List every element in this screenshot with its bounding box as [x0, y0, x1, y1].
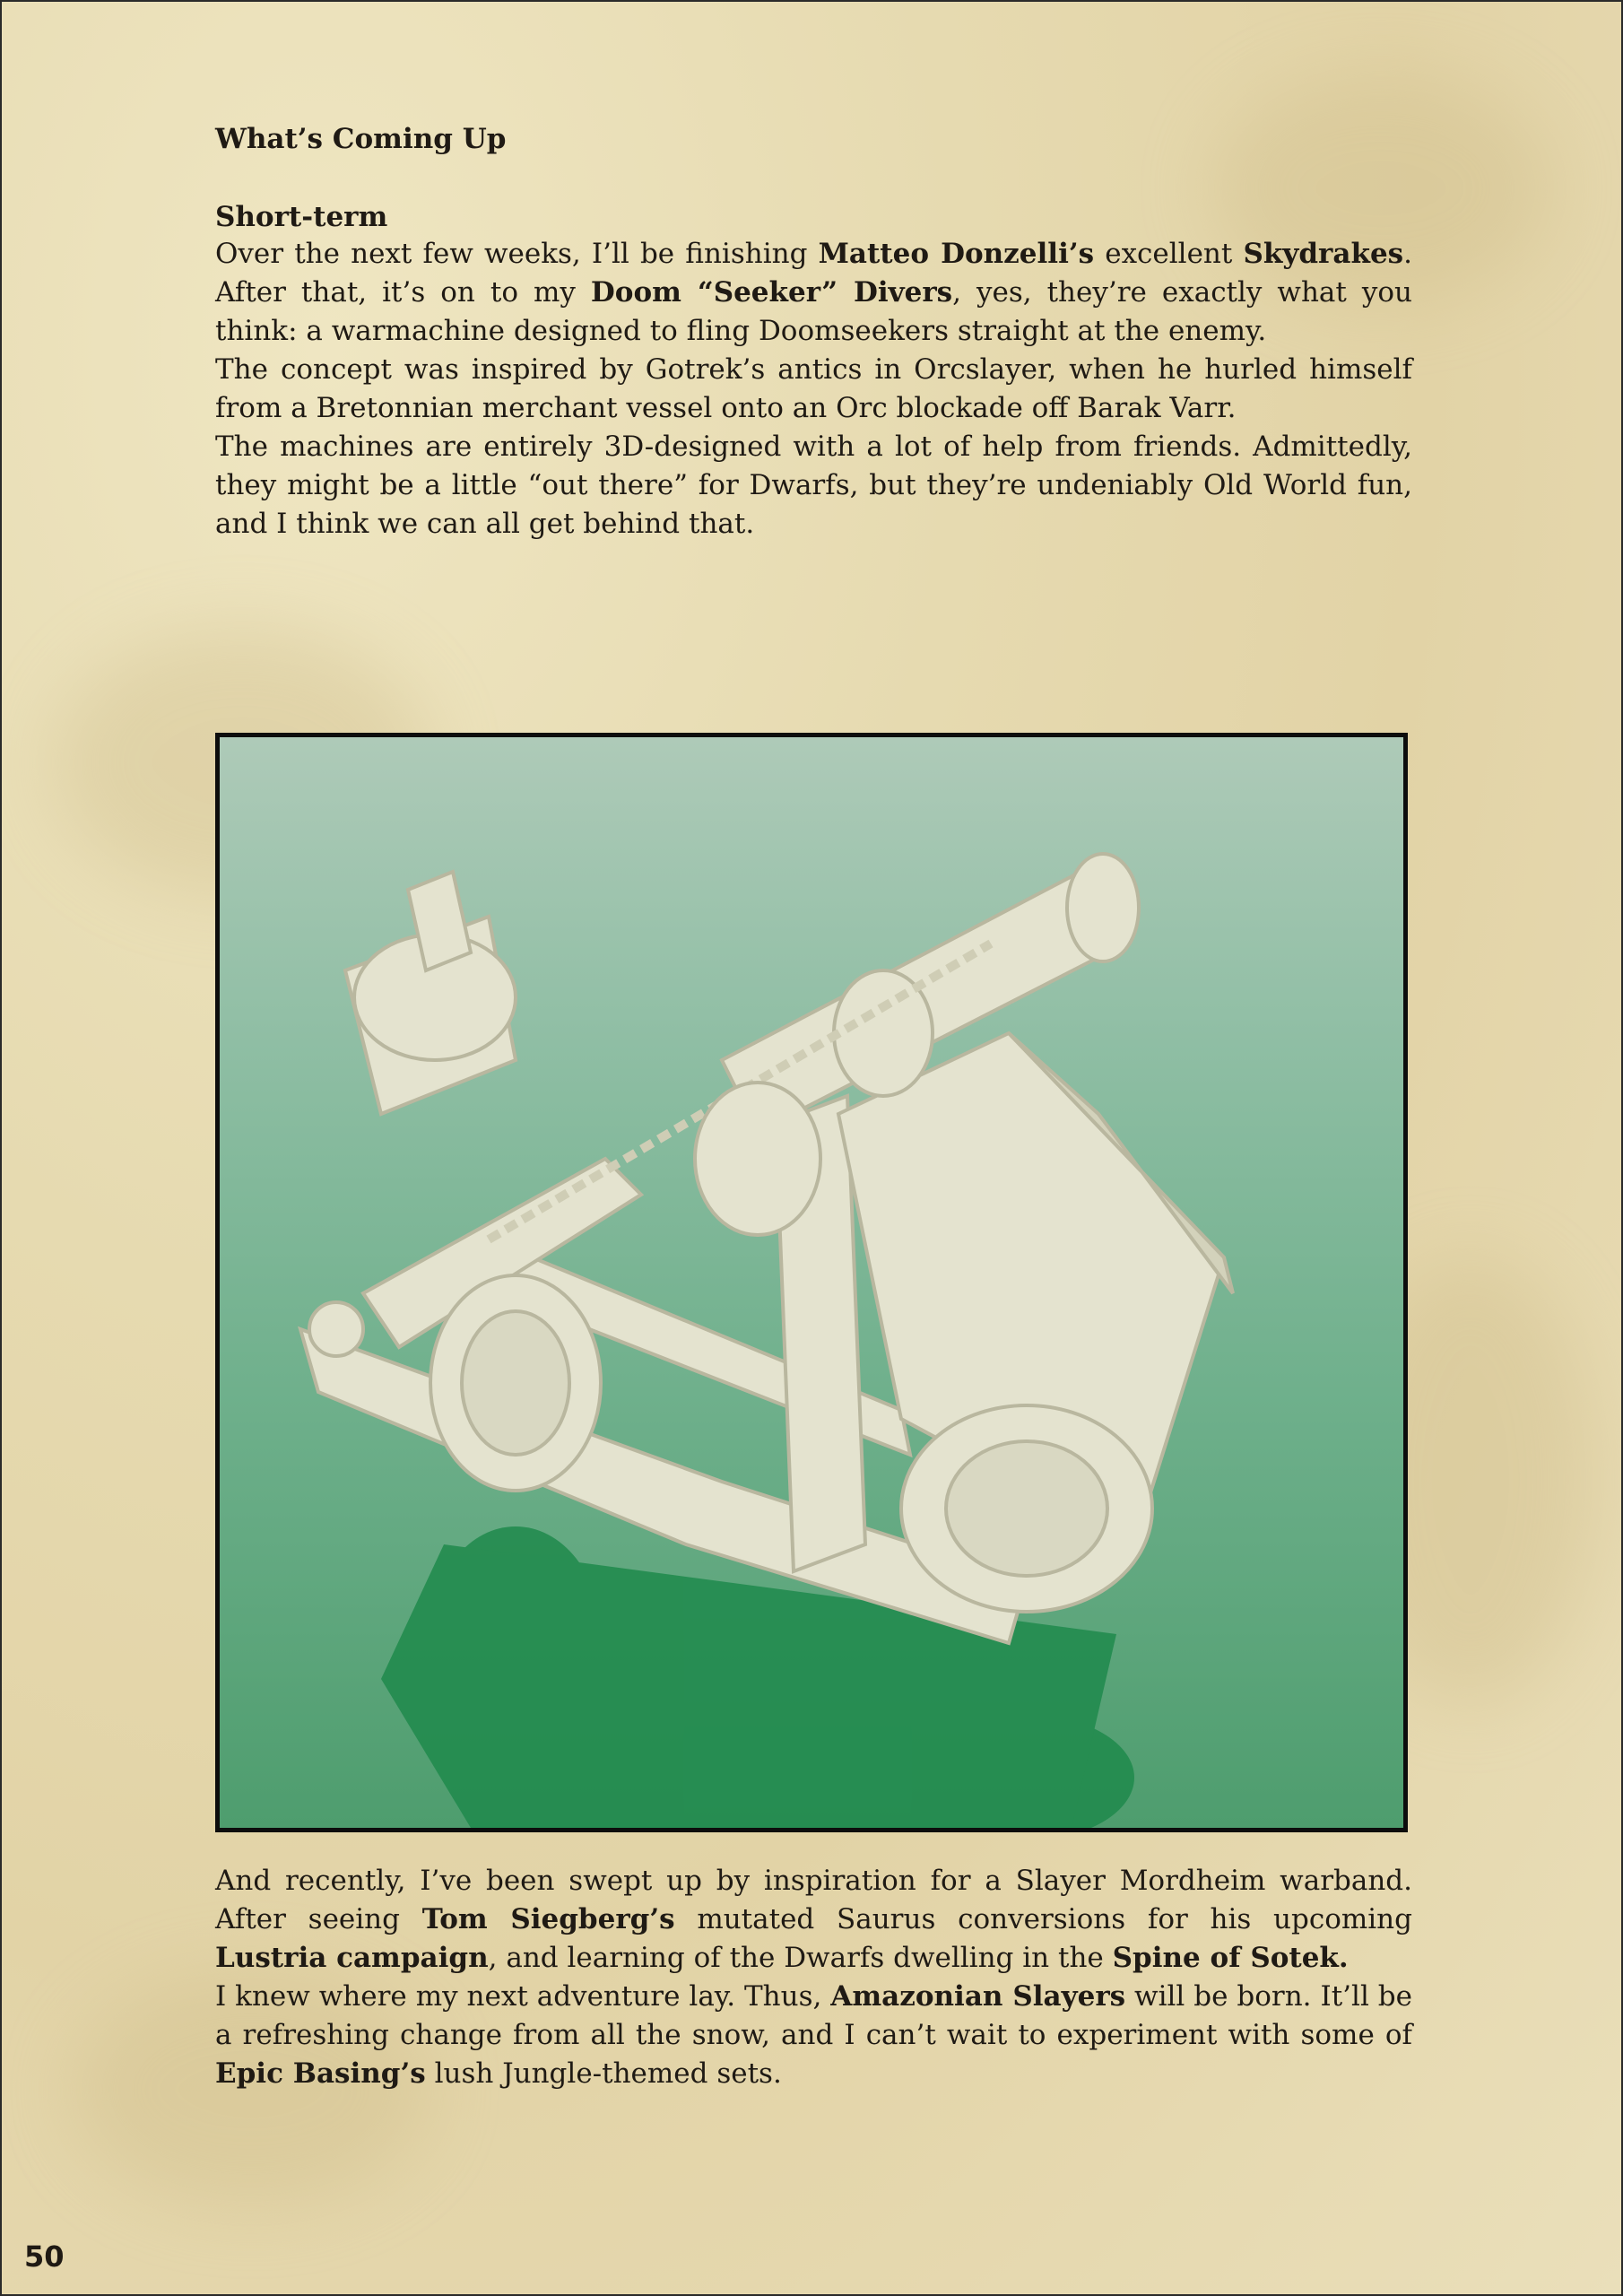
bold-name: Amazonian Slayers — [830, 1980, 1126, 2013]
article-upper — [215, 121, 1412, 544]
text-run: Over the next few weeks, I’ll be finishing — [215, 238, 819, 270]
bold-name: Matteo Donzelli’s — [818, 238, 1095, 270]
bold-name: Skydrakes — [1243, 238, 1404, 270]
paragraph-mordheim — [215, 1862, 1412, 1978]
catapult-model — [300, 854, 1233, 1643]
section-heading: What’s Coming Up — [215, 123, 507, 155]
paragraph-amazonian — [215, 1978, 1412, 2093]
text-run: And recently, I’ve been swept up by inspiration for a Slayer Mordheim warband. After seeing — [215, 1865, 1412, 1935]
subsection-heading: Short-term — [215, 201, 388, 233]
paragraph-skydrakes — [215, 235, 1412, 351]
catapult-render-image — [215, 733, 1408, 1832]
text-run: mutated Saurus conversions for his upcoming — [674, 1903, 1412, 1935]
bold-name: Epic Basing’s — [215, 2057, 426, 2090]
paragraph-machines: The machines are entirely 3D-designed with a lot of help from friends. Admittedly, they might be a little “out there” for Dwarfs, but they’re undeniably Old World fun, and I think we can all get behind that. — [215, 430, 1412, 540]
bold-name: Lustria campaign — [215, 1942, 489, 1974]
text-run: , yes, they’re exactly what you think: a warmachine designed to fling Doomseekers straight at the enemy. — [215, 276, 1413, 347]
bold-name: Spine of Sotek. — [1112, 1942, 1349, 1974]
paragraph-concept: The concept was inspired by Gotrek’s antics in Orcslayer, when he hurled himself from a Bretonnian merchant vessel onto an Orc blockade off Barak Varr. — [215, 353, 1412, 424]
catapult-illustration — [220, 737, 1403, 1828]
article-lower — [215, 1862, 1412, 2093]
text-run: I knew where my next adventure lay. Thus, — [215, 1980, 831, 2013]
bold-name: Doom “Seeker” Divers — [590, 276, 953, 309]
page-number: 50 — [24, 2239, 65, 2274]
bold-name: Tom Siegberg’s — [421, 1903, 675, 1935]
text-run: , and learning of the Dwarfs dwelling in the — [488, 1942, 1113, 1974]
text-run: will be born. It’ll be a refreshing change from all the snow, and I can’t wait to experiment with some of — [215, 1980, 1412, 2051]
text-run: . After that, it’s on to my — [215, 238, 1412, 309]
text-run: lush Jungle-themed sets. — [425, 2057, 782, 2090]
text-run: excellent — [1094, 238, 1244, 270]
